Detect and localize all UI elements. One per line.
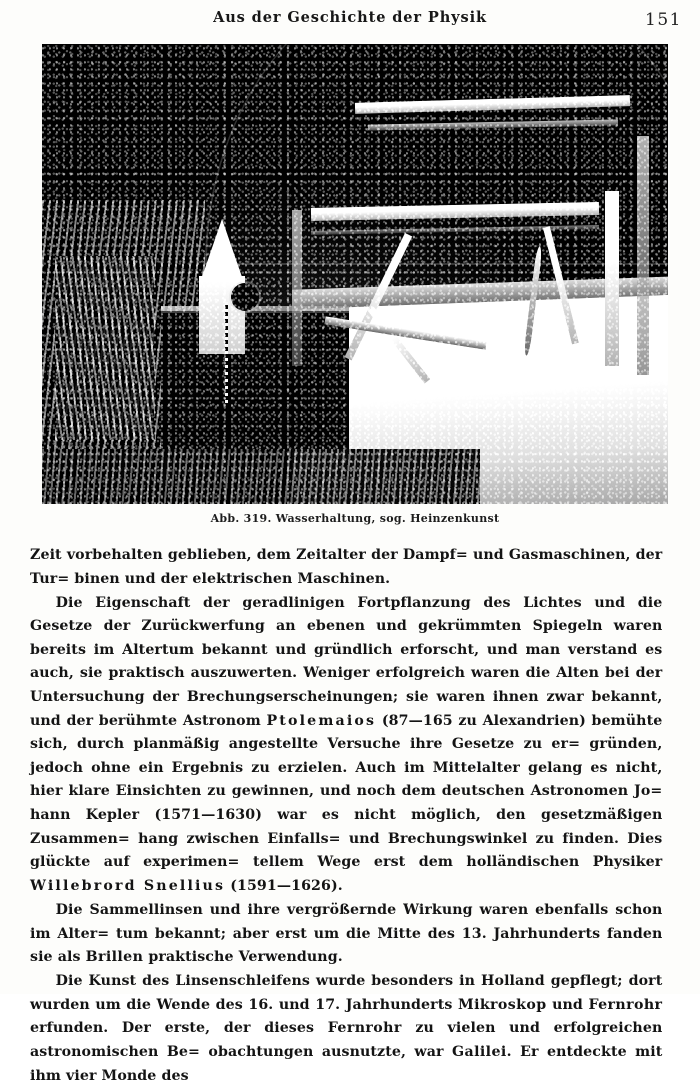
paragraph-4: Die Kunst des Linsenschleifens wurde besonders in Holland gepflegt; dort wurden um die Wende des 16. und 17. Jahrhunderts Mikroskop und Fernrohr erfunden. Der erste, der dieses Fernrohr zu vielen und erfolgreichen astronomischen Be= obachtungen ausnutzte, war Galilei. Er entdeckte mit ihm vier Monde des <box>30 972 663 1084</box>
figure-319 <box>42 44 668 504</box>
paragraph-2: Die Eigenschaft der geradlinigen Fortpflanzung des Lichtes und die Gesetze der Zurückwerfung an ebenen und gekrümmten Spiegeln waren bereits im Altertum bekannt und gründlich erforscht, und man verstand es auch, sie praktisch auszuwerten. Weniger erfolgreich waren die Alten bei der Untersuchung der Brechungserscheinungen; sie waren ihnen zwar bekannt, und der berühmte Astronom Ptolemaios (87—165 zu Alexandrien) bemühte sich, durch planmäßig angestellte Versuche ihre Gesetze zu er= gründen, jedoch ohne ein Ergebnis zu erzielen. Auch im Mittelalter gelang es nicht, hier klare Einsichten zu gewinnen, und noch dem deutschen Astronomen Jo= hann Kepler (1571—1630) war es nicht möglich, den gesetzmäßigen Zusammen= hang zwischen Einfalls= und Brechungswinkel zu finden. Dies glückte auf experimen= tellem Wege erst dem holländischen Physiker Willebrord Snellius (1591—1626). <box>30 593 663 894</box>
running-head <box>0 8 700 34</box>
paragraph-3: Die Sammellinsen und ihre vergrößernde Wirkung waren ebenfalls schon im Alter= tum bekannt; aber erst um die Mitte des 13. Jahrhunderts fanden sie als Brillen praktische Verwendung. <box>30 900 663 966</box>
running-head-title: Aus der Geschichte der Physik <box>213 8 487 26</box>
paragraph-1: Zeit vorbehalten geblieben, dem Zeitalter der Dampf= und Gasmaschinen, der Tur= binen und der elektrischen Maschinen. <box>30 546 663 587</box>
figure-caption: Abb. 319. Wasserhaltung, sog. Heinzenkunst <box>210 512 500 525</box>
body-text-column <box>30 543 672 1088</box>
page-number: 151 <box>645 10 682 30</box>
photograph-wasserhaltung <box>42 44 668 504</box>
halftone-grain-overlay <box>42 44 668 504</box>
